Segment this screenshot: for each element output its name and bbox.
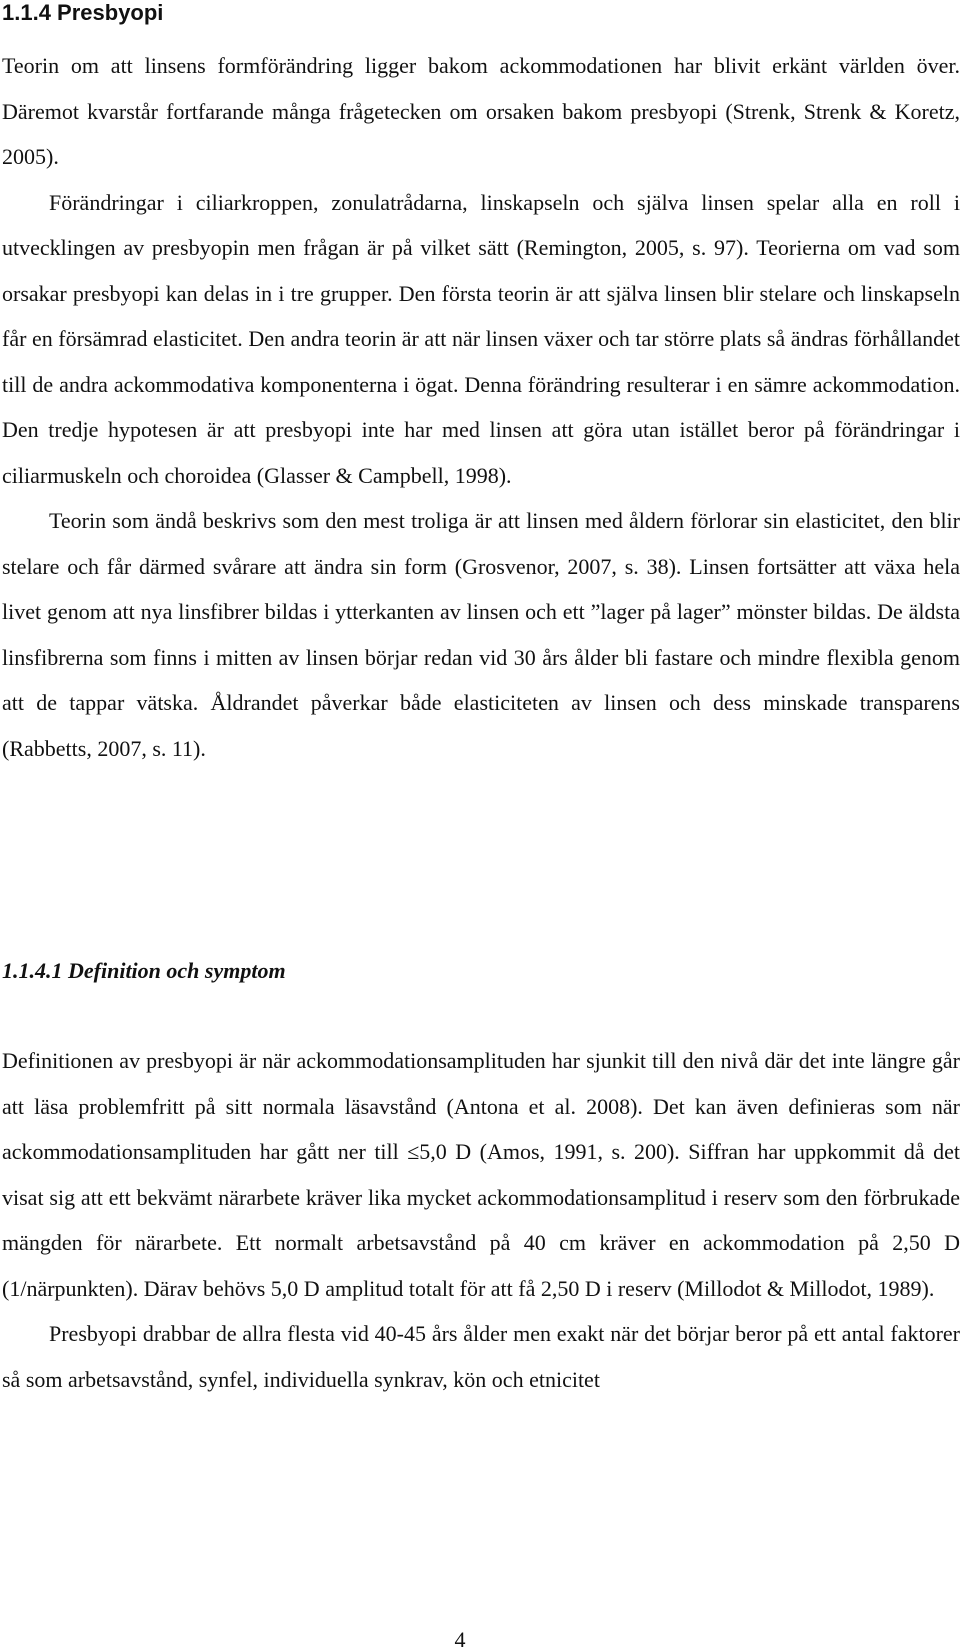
subsection-body: [2, 1038, 960, 1402]
section-heading: 1.1.4 Presbyopi: [2, 0, 164, 25]
section-body: [2, 43, 960, 771]
paragraph-2: Förändringar i ciliarkroppen, zonulatrådarna, linskapseln och själva linsen spelar alla en roll i utvecklingen av presbyopin men frågan är på vilket sätt (Remington, 2005, s. 97). Teorierna om vad som orsakar presbyopi kan delas in i tre grupper. Den första teorin är att själva linsen blir stelare och linskapseln får en försämrad elasticitet. Den andra teorin är att när linsen växer och tar större plats så ändras förhållandet till de andra ackommodativa komponenterna i ögat. Denna förändring resulterar i en sämre ackommodation. Den tredje hypotesen är att presbyopi inte har med linsen att göra utan istället beror på förändringar i ciliarmuskeln och choroidea (Glasser & Campbell, 1998).: [2, 189, 960, 488]
paragraph-1: Teorin om att linsens formförändring ligger bakom ackommodationen har blivit erkänt världen över. Däremot kvarstår fortfarande många frågetecken om orsaken bakom presbyopi (Strenk, Strenk & Koretz, 2005).: [2, 53, 960, 169]
paragraph-3: Teorin som ändå beskrivs som den mest troliga är att linsen med åldern förlorar sin elasticitet, den blir stelare och får därmed svårare att ändra sin form (Grosvenor, 2007, s. 38). Linsen fortsätter att växa hela livet genom att nya linsfibrer bildas i ytterkanten av linsen och ett ”lager på lager” mönster bildas. De äldsta linsfibrerna som finns i mitten av linsen börjar redan vid 30 års ålder bli fastare och mindre flexibla genom att de tappar vätska. Åldrandet påverkar både elasticiteten av linsen och dess minskade transparens (Rabbetts, 2007, s. 11).: [2, 508, 960, 761]
subsection-heading: 1.1.4.1 Definition och symptom: [2, 958, 286, 983]
page-number: 4: [454, 1627, 466, 1652]
paragraph-4: Definitionen av presbyopi är när ackommodationsamplituden har sjunkit till den nivå där det inte längre går att läsa problemfritt på sitt normala läsavstånd (Antona et al. 2008). Det kan även definieras som när ackommodationsamplituden har gått ner till ≤5,0 D (Amos, 1991, s. 200). Siffran har uppkommit då det visat sig att ett bekvämt närarbete kräver lika mycket ackommodationsamplitud i reserv som den förbrukade mängden för närarbete. Ett normalt arbetsavstånd på 40 cm kräver en ackommodation på 2,50 D (1/närpunkten). Därav behövs 5,0 D amplitud totalt för att få 2,50 D i reserv (Millodot & Millodot, 1989).: [2, 1048, 960, 1301]
paragraph-5: Presbyopi drabbar de allra flesta vid 40-45 års ålder men exakt när det börjar beror på ett antal faktorer så som arbetsavstånd, synfel, individuella synkrav, kön och etnicitet: [2, 1321, 960, 1392]
